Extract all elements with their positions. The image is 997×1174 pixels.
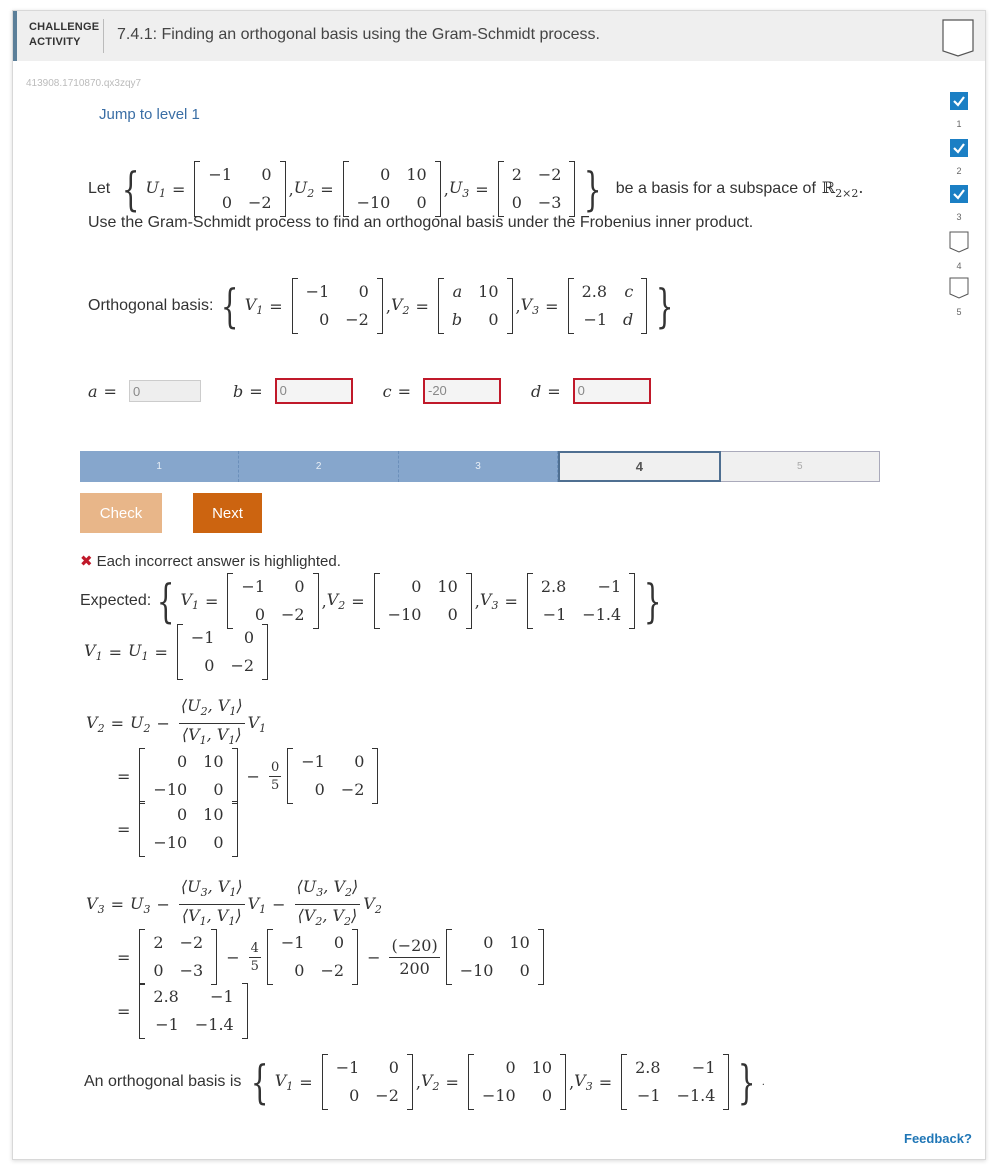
cell: −1: [335, 1058, 360, 1077]
activity-type-line2: ACTIVITY: [29, 36, 81, 48]
level-4-indicator[interactable]: [946, 231, 972, 271]
matrix-U1: [194, 161, 285, 217]
jump-to-level-link[interactable]: Jump to level 1: [99, 106, 200, 123]
header-divider: [103, 19, 104, 53]
matrix-V2-expected: [374, 573, 472, 629]
cell: −2: [375, 1086, 399, 1105]
cell: −2: [248, 193, 272, 212]
cell: 0: [349, 1086, 360, 1105]
cell: 10: [531, 1058, 553, 1077]
level-progress-bar: [80, 451, 880, 482]
cell: 2: [153, 933, 164, 952]
incorrect-message: [80, 552, 341, 570]
cell: 10: [203, 752, 224, 771]
cell: −10: [153, 780, 188, 799]
matrix-U3: [498, 161, 576, 217]
matrix-V1-prompt: [292, 278, 383, 334]
matrix-U3-sub: [139, 929, 217, 985]
cell: −2: [340, 780, 365, 799]
problem-instructions: Use the Gram-Schmidt process to find an orthogonal basis under the Frobenius inner product.: [88, 214, 754, 231]
cell: −1: [241, 577, 265, 596]
cell: −1: [583, 310, 608, 329]
check-box-icon: [949, 138, 969, 158]
cell: −1.4: [676, 1086, 716, 1105]
cell: −1: [636, 1086, 661, 1105]
cell: 0: [416, 193, 427, 212]
v2-formula: $V_2$ = $U_2$ − $\frac{⟨U_2, V_1⟩}{⟨V_1, V_1⟩}$ $V_1$: [86, 696, 267, 748]
let-text: Let: [88, 180, 111, 197]
matrix-U2: [343, 161, 441, 217]
cell: −1: [691, 1058, 716, 1077]
cell: 0: [483, 933, 494, 952]
cell: 0: [505, 1058, 516, 1077]
matrix-V3-final: [621, 1054, 729, 1110]
v3-formula: $V_3$ = $U_3$ − $\frac{⟨U_3, V_1⟩}{⟨V_1, V_1⟩}$ $V_1$ − $\frac{⟨U_3, V_2⟩}{⟨V_2, V_2⟩}$ $V_2$: [86, 877, 382, 929]
cell: 0: [204, 656, 215, 675]
cell: 2.8: [540, 577, 567, 596]
incorrect-text: Each incorrect answer is highlighted.: [96, 553, 341, 570]
final-orthogonal-basis: An orthogonal basis is { $V_1$ = −1 0 0 −2 , $V_2$ = 0 10 −10 0 , $V_3$ = 2.8 −1 −1 −1.4 } .: [84, 1055, 765, 1109]
cell: −1: [190, 628, 215, 647]
cell: 0: [294, 577, 305, 596]
cell: 0: [153, 961, 164, 980]
level-number: 2: [956, 166, 962, 176]
progress-segment-4[interactable]: 4: [558, 451, 720, 482]
cell: 0: [243, 628, 255, 647]
level-1-indicator[interactable]: [946, 91, 972, 129]
cell: 0: [447, 605, 458, 624]
cell: 0: [519, 961, 530, 980]
cell: 0: [213, 780, 224, 799]
v2-substitution: = 0 10 −10 0 − $\frac{0}{5}$ −1 0 0 −2: [111, 748, 381, 804]
cell: 0: [254, 605, 265, 624]
cell: −1.4: [582, 605, 622, 624]
cell: 10: [478, 282, 499, 301]
input-c[interactable]: -20: [423, 378, 501, 404]
activity-seed: 413908.1710870.qx3zqy7: [26, 78, 142, 89]
cell: 2: [511, 165, 522, 184]
cell: 2.8: [635, 1058, 661, 1077]
progress-segment-1[interactable]: 1: [80, 451, 239, 482]
cell: 0: [261, 165, 272, 184]
orthogonal-basis-label: Orthogonal basis:: [88, 297, 214, 314]
expected-answer: Expected: { $V_1$ = −1 0 0 −2 , $V_2$ = 0 10 −10 0 , $V_3$ = 2.8 −1 −1 −1.4 }: [80, 574, 662, 628]
cell: −2: [230, 656, 255, 675]
level-number: 1: [956, 119, 962, 129]
cell: 0: [221, 193, 233, 212]
cell: −2: [179, 933, 204, 952]
cell: 0: [319, 310, 330, 329]
cell: −10: [153, 833, 188, 852]
cell: −3: [179, 961, 204, 980]
cell: 0: [411, 577, 422, 596]
fraction-denominator: 200: [399, 958, 430, 978]
fraction-numerator: (−20): [389, 935, 439, 958]
cell: 0: [314, 780, 325, 799]
cell: 0: [333, 933, 345, 952]
cell: 0: [388, 1058, 399, 1077]
matrix-V2-final: [468, 1054, 566, 1110]
answer-inputs: a = 0 b = 0 c = -20 d = 0: [88, 378, 651, 404]
challenge-card: [12, 10, 986, 1160]
header-accent-bar: [13, 11, 17, 61]
matrix-V2-sub3: [446, 929, 544, 985]
cell: −1.4: [194, 1015, 234, 1034]
matrix-V3-prompt: 2.8 c −1 d: [568, 278, 648, 334]
cell: −1: [280, 933, 305, 952]
cell: −1: [597, 577, 622, 596]
problem-statement: Let { $U_1$ = −1 0 0 −2 , $U_2$ = 0 10 −10 0 , $U_3$ = 2 −2 0 −3 } be a basis for a subspace of ℝ$_{2\times 2}$.: [88, 162, 864, 216]
cell: 0: [213, 833, 224, 852]
fraction-numerator: 0: [270, 759, 280, 775]
cell: 10: [437, 577, 458, 596]
cell: −1: [155, 1015, 179, 1034]
v1-step: $V_1$ = $U_1$ = −1 0 0 −2: [84, 624, 271, 680]
matrix-V1-final: [322, 1054, 413, 1110]
matrix-V2-result: [139, 801, 237, 857]
matrix-V1-sub: [287, 748, 378, 804]
cell: −10: [481, 1086, 516, 1105]
level-number: 3: [956, 212, 962, 222]
x-icon: ✖: [80, 553, 93, 570]
cell: −2: [281, 605, 305, 624]
progress-segment-3[interactable]: 3: [399, 451, 558, 482]
matrix-V3-expected: [527, 573, 635, 629]
check-box-icon: [949, 91, 969, 111]
close-brace: }: [584, 162, 602, 216]
cell: 0: [488, 310, 499, 329]
matrix-U2-sub: [139, 748, 237, 804]
cell: −1: [208, 165, 233, 184]
cell: −2: [345, 310, 369, 329]
cell: −1: [301, 752, 325, 771]
cell: −1: [305, 282, 330, 301]
empty-level-icon: [949, 277, 969, 299]
v3-result: = 2.8 −1 −1 −1.4: [111, 983, 251, 1039]
fraction-denominator: 5: [250, 958, 259, 974]
cell: 0: [358, 282, 369, 301]
level-number: 4: [956, 261, 962, 271]
level-5-indicator[interactable]: [946, 277, 972, 317]
level-number: 5: [956, 307, 962, 317]
final-basis-label: An orthogonal basis is: [84, 1073, 242, 1090]
cell: −2: [320, 961, 345, 980]
activity-type-line1: CHALLENGE: [29, 21, 100, 33]
cell: 0: [541, 1086, 553, 1105]
matrix-V1-step: [177, 624, 268, 680]
progress-segment-5[interactable]: 5: [721, 451, 880, 482]
v2-result: = 0 10 −10 0: [111, 801, 241, 857]
fraction-numerator: 4: [250, 940, 259, 956]
cell: −10: [459, 961, 494, 980]
cell: −10: [356, 193, 391, 212]
input-a[interactable]: 0: [129, 380, 201, 402]
activity-title: 7.4.1: Finding an orthogonal basis using the Gram-Schmidt process.: [117, 26, 600, 43]
v3-substitution: = 2 −2 0 −3 − $\frac{4}{5}$ −1 0 0 −2 − $\frac{(-20)}{200}$ 0 10 −10 0: [111, 929, 547, 985]
cell: −1: [542, 605, 567, 624]
check-button[interactable]: Check: [80, 493, 162, 533]
cell: −3: [537, 193, 562, 212]
bookmark-icon[interactable]: [942, 19, 974, 57]
level-2-indicator[interactable]: [946, 138, 972, 176]
cell: 0: [380, 165, 391, 184]
cell: 10: [406, 165, 427, 184]
cell: 0: [294, 961, 305, 980]
cell: 10: [509, 933, 530, 952]
subspace-symbol: ℝ$_{2\times 2}$.: [821, 177, 864, 201]
matrix-V1-expected: [227, 573, 318, 629]
matrix-V1-sub3: [267, 929, 358, 985]
activity-type-label: [29, 20, 99, 50]
cell: 0: [354, 752, 365, 771]
activity-header: [13, 11, 985, 61]
input-b[interactable]: 0: [275, 378, 353, 404]
cell: 0: [511, 193, 522, 212]
empty-level-icon: [949, 231, 969, 253]
input-d[interactable]: 0: [573, 378, 651, 404]
check-box-icon: [949, 184, 969, 204]
cell: 0: [176, 752, 188, 771]
orthogonal-basis-prompt: Orthogonal basis: { $V_1$ = −1 0 0 −2 , $V_2$ = a 10 b 0 , $V_3$ = 2.8 c −1 d }: [88, 279, 674, 333]
level-3-indicator[interactable]: [946, 184, 972, 222]
open-brace: {: [122, 162, 140, 216]
cell: −10: [387, 605, 422, 624]
basis-tail-text: be a basis for a subspace of: [615, 180, 816, 197]
matrix-V3-result: [139, 983, 247, 1039]
cell: −1: [210, 987, 234, 1006]
cell: 2.8: [153, 987, 179, 1006]
next-button[interactable]: Next: [193, 493, 262, 533]
cell: 10: [203, 805, 224, 824]
fraction-denominator: 5: [270, 777, 280, 793]
cell: −2: [537, 165, 562, 184]
expected-label: Expected:: [80, 592, 152, 609]
cell: 2.8: [581, 282, 608, 301]
progress-segment-2[interactable]: 2: [239, 451, 398, 482]
matrix-V2-prompt: a 10 b 0: [438, 278, 513, 334]
cell: 0: [176, 805, 188, 824]
feedback-link[interactable]: Feedback?: [904, 1131, 972, 1146]
